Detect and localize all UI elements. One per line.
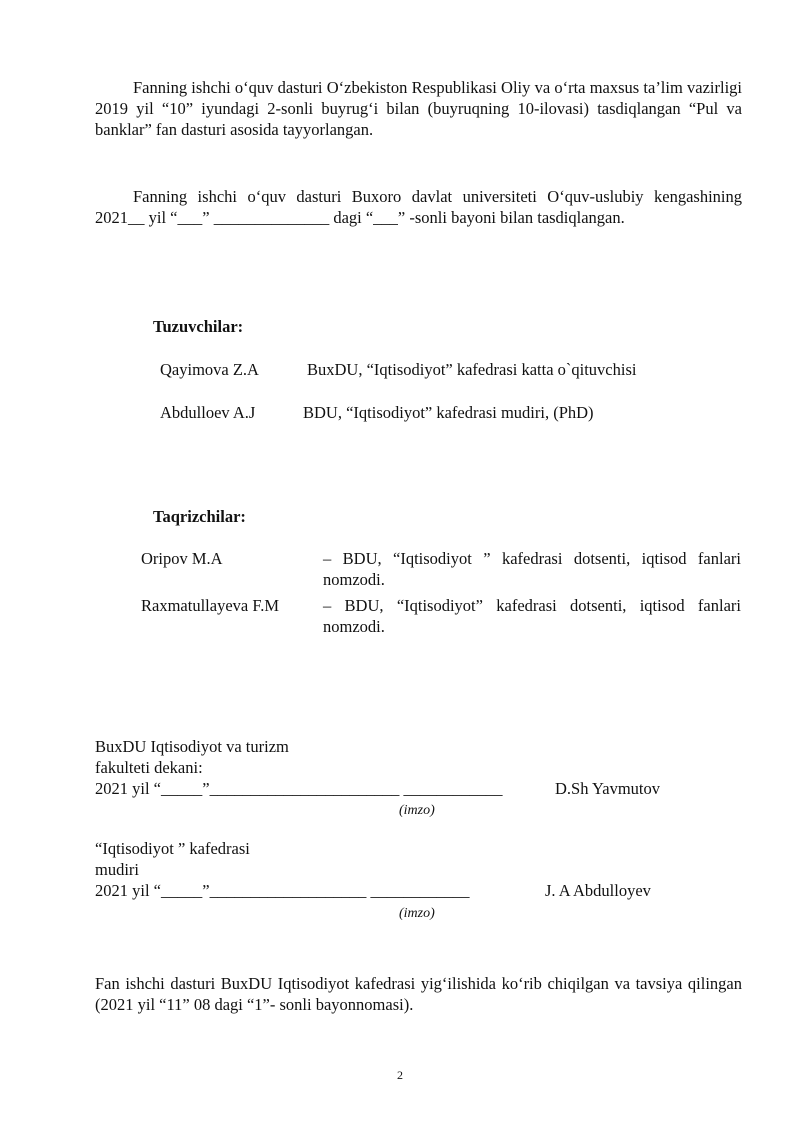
author-name-1: Qayimova Z.A — [160, 360, 259, 379]
reviewer-name-2: Raxmatullayeva F.M — [141, 596, 279, 615]
intro-paragraph-2: Fanning ishchi o‘quv dasturi Buxoro davlat universiteti O‘quv-uslubiy kengashining 2021__ yil “___” ______________ dagi “___” -sonli bayoni bilan tasdiqlangan. — [95, 187, 742, 227]
signature-1-imzo: (imzo) — [399, 803, 435, 818]
reviewers-heading: Taqrizchilar: — [153, 507, 246, 526]
signature-1-signer: D.Sh Yavmutov — [555, 779, 660, 798]
authors-heading: Tuzuvchilar: — [153, 317, 244, 336]
reviewer-role-1: – BDU, “Iqtisodiyot ” kafedrasi dotsenti, iqtisod fanlari nomzodi. — [323, 549, 741, 589]
signature-1-date-line: 2021 yil “_____”_______________________ ____________ — [95, 779, 503, 798]
reviewer-name-1: Oripov M.A — [141, 549, 223, 568]
author-role-1: BuxDU, “Iqtisodiyot” kafedrasi katta o`qituvchisi — [307, 360, 637, 379]
intro-paragraph-1: Fanning ishchi o‘quv dasturi O‘zbekiston Respublikasi Oliy va o‘rta maxsus ta’lim vazirligi 2019 yil “10” iyundagi 2-sonli buyrug‘i bilan (buyruqning 10-ilovasi) tasdiqlangan “Pul va banklar” fan dasturi asosida tayyorlangan. — [95, 78, 742, 139]
author-role-2: BDU, “Iqtisodiyot” kafedrasi mudiri, (PhD) — [303, 403, 594, 422]
signature-2-line2: mudiri — [95, 860, 139, 879]
signature-1-line1: BuxDU Iqtisodiyot va turizm — [95, 737, 289, 756]
signature-1-line2: fakulteti dekani: — [95, 758, 203, 777]
author-name-2: Abdulloev A.J — [160, 403, 256, 422]
page-number: 2 — [397, 1068, 403, 1082]
signature-2-date-line: 2021 yil “_____”___________________ ____________ — [95, 881, 470, 900]
reviewer-role-2: – BDU, “Iqtisodiyot” kafedrasi dotsenti, iqtisod fanlari nomzodi. — [323, 596, 741, 636]
signature-2-signer: J. A Abdulloyev — [545, 881, 651, 900]
closing-paragraph: Fan ishchi dasturi BuxDU Iqtisodiyot kafedrasi yig‘ilishida ko‘rib chiqilgan va tavsiya qilingan (2021 yil “11” 08 dagi “1”- sonli bayonnomasi). — [95, 974, 742, 1014]
signature-2-imzo: (imzo) — [399, 906, 435, 921]
signature-2-line1: “Iqtisodiyot ” kafedrasi — [95, 839, 250, 858]
